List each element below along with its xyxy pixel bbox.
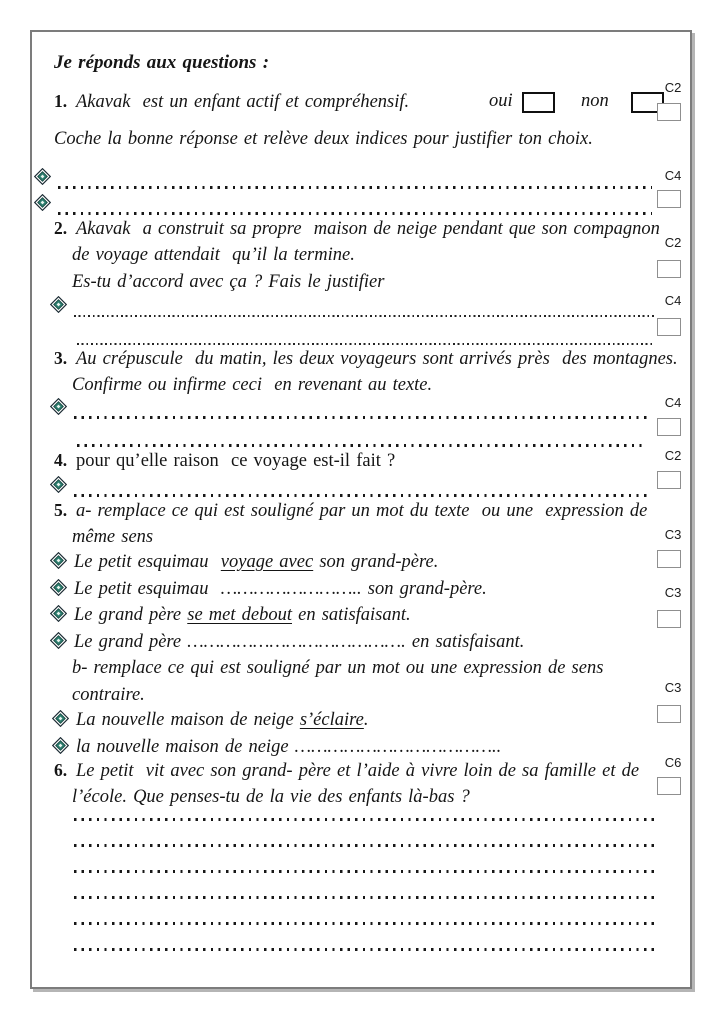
diamond-bullet-icon [52, 737, 69, 754]
question-2-number: 2. [54, 218, 68, 238]
competency-label-c2: C2 [664, 235, 682, 250]
oui-checkbox[interactable] [522, 92, 555, 113]
item-text: Le petit esquimau [74, 552, 221, 572]
answer-line[interactable] [50, 476, 647, 500]
competency-checkbox[interactable] [657, 550, 681, 568]
answer-line[interactable] [77, 324, 654, 348]
question-1-instruction-text: Coche la bonne réponse et relève deux indices pour justifier ton choix. [54, 129, 593, 149]
answer-line[interactable] [34, 168, 652, 192]
question-2-text-line1: Akavak a construit sa propre maison de neige pendant que son compagnon [76, 219, 660, 239]
competency-checkbox[interactable] [657, 318, 681, 336]
item-text: Le grand père [74, 605, 188, 625]
question-1-number: 1. [54, 91, 68, 111]
q5-item-2 [50, 579, 650, 603]
question-3-line2 [72, 375, 432, 399]
question-5b-line1 [72, 658, 603, 682]
dotted-blank[interactable] [77, 444, 647, 447]
question-3-text-line2: Confirme ou infirme ceci en revenant au texte. [72, 375, 433, 395]
page-border-frame [30, 30, 692, 989]
question-2-line2 [72, 245, 355, 269]
question-2-prompt-text: Es-tu d’accord avec ça ? Fais le justifier [72, 272, 385, 292]
competency-checkbox[interactable] [657, 471, 681, 489]
competency-label-c6: C6 [664, 755, 682, 770]
question-4-number: 4. [54, 450, 68, 470]
competency-label-c2: C2 [664, 80, 682, 95]
competency-checkbox[interactable] [657, 260, 681, 278]
competency-label-c4: C4 [664, 293, 682, 308]
q5-item-4 [50, 632, 650, 656]
question-5b-text-line2: contraire. [72, 685, 145, 705]
question-3 [54, 348, 678, 372]
item-text-with-blank[interactable]: la nouvelle maison de neige ……………………………….. [76, 737, 502, 757]
dotted-blank[interactable] [77, 343, 654, 345]
question-5a-text-line1: a- remplace ce qui est souligné par un mot du texte ou une expression de [76, 501, 648, 521]
dotted-blank[interactable] [74, 896, 659, 899]
page-title-text: Je réponds aux questions : [54, 52, 270, 73]
answer-line[interactable] [74, 834, 659, 850]
diamond-bullet-icon [52, 710, 69, 727]
answer-line[interactable] [74, 938, 659, 954]
diamond-bullet-icon [50, 632, 67, 649]
diamond-bullet-icon [50, 579, 67, 596]
question-2-text-line2: de voyage attendait qu’il la termine. [72, 245, 355, 265]
question-6-text-line2: l’école. Que penses-tu de la vie des enfants là-bas ? [72, 787, 470, 807]
competency-label-c4: C4 [664, 395, 682, 410]
question-1-instruction [54, 129, 593, 153]
item-text-with-blank[interactable]: Le grand père …………………………………. en satisfaisant. [74, 632, 525, 652]
answer-line[interactable] [34, 194, 652, 218]
underlined-text: se met debout [187, 605, 292, 625]
dotted-blank[interactable] [74, 922, 659, 925]
question-1-text: Akavak est un enfant actif et compréhensif. [76, 92, 410, 112]
q5-item-5 [52, 710, 652, 734]
dotted-blank[interactable] [74, 870, 659, 873]
competency-label-c4: C4 [664, 168, 682, 183]
competency-checkbox[interactable] [657, 418, 681, 436]
answer-line[interactable] [50, 296, 654, 320]
answer-line[interactable] [77, 426, 647, 450]
q5-item-6 [52, 737, 652, 761]
diamond-bullet-icon [34, 194, 51, 211]
question-6-number: 6. [54, 760, 68, 780]
competency-label-c3: C3 [664, 585, 682, 600]
question-3-number: 3. [54, 348, 68, 368]
answer-line[interactable] [74, 886, 659, 902]
answer-line[interactable] [74, 808, 659, 824]
page-title [54, 52, 269, 76]
dotted-blank[interactable] [58, 212, 652, 215]
question-2-prompt [72, 272, 384, 296]
item-text-with-blank[interactable]: Le petit esquimau …………………….. son grand-père. [74, 579, 487, 599]
competency-label-c3: C3 [664, 527, 682, 542]
question-5a-text-line2: même sens [72, 527, 154, 547]
dotted-blank[interactable] [74, 315, 654, 317]
item-text: son grand-père. [313, 552, 439, 572]
underlined-text: voyage avec [220, 552, 314, 572]
dotted-blank[interactable] [74, 416, 647, 419]
dotted-blank[interactable] [74, 818, 659, 821]
question-5a-line2 [72, 527, 153, 551]
dotted-blank[interactable] [74, 844, 659, 847]
dotted-blank[interactable] [74, 494, 647, 497]
question-5b-text-line1: b- remplace ce qui est souligné par un mot ou une expression de sens [72, 658, 604, 678]
diamond-bullet-icon [34, 168, 51, 185]
item-text: La nouvelle maison de neige [76, 710, 300, 730]
q5-item-1 [50, 552, 650, 576]
dotted-blank[interactable] [74, 948, 659, 951]
competency-checkbox[interactable] [657, 705, 681, 723]
competency-checkbox[interactable] [657, 777, 681, 795]
competency-checkbox[interactable] [657, 190, 681, 208]
question-1 [54, 91, 654, 115]
answer-line[interactable] [50, 398, 647, 422]
diamond-bullet-icon [50, 398, 67, 415]
question-5-number: 5. [54, 500, 68, 520]
diamond-bullet-icon [50, 605, 67, 622]
question-6 [54, 760, 639, 784]
dotted-blank[interactable] [58, 186, 652, 189]
question-2 [54, 218, 660, 242]
question-4 [54, 450, 395, 474]
oui-label: oui [489, 91, 513, 111]
competency-label-c2: C2 [664, 448, 682, 463]
question-5 [54, 500, 647, 524]
q5-item-3 [50, 605, 650, 629]
answer-line[interactable] [74, 912, 659, 928]
competency-checkbox[interactable] [657, 103, 681, 121]
question-6-text-line1: Le petit vit avec son grand- père et l’aide à vivre loin de sa famille et de [76, 761, 640, 781]
non-label: non [581, 91, 609, 111]
question-3-text-line1: Au crépuscule du matin, les deux voyageurs sont arrivés près des montagnes. [76, 349, 678, 369]
diamond-bullet-icon [50, 476, 67, 493]
question-4-text: pour qu’elle raison ce voyage est-il fait ? [76, 451, 396, 471]
item-text: . [363, 710, 369, 730]
diamond-bullet-icon [50, 296, 67, 313]
competency-label-c3: C3 [664, 680, 682, 695]
competency-checkbox[interactable] [657, 610, 681, 628]
underlined-text: s’éclaire [299, 710, 364, 730]
item-text: en satisfaisant. [292, 605, 411, 625]
question-5b-line2 [72, 685, 145, 709]
answer-line[interactable] [74, 860, 659, 876]
diamond-bullet-icon [50, 552, 67, 569]
